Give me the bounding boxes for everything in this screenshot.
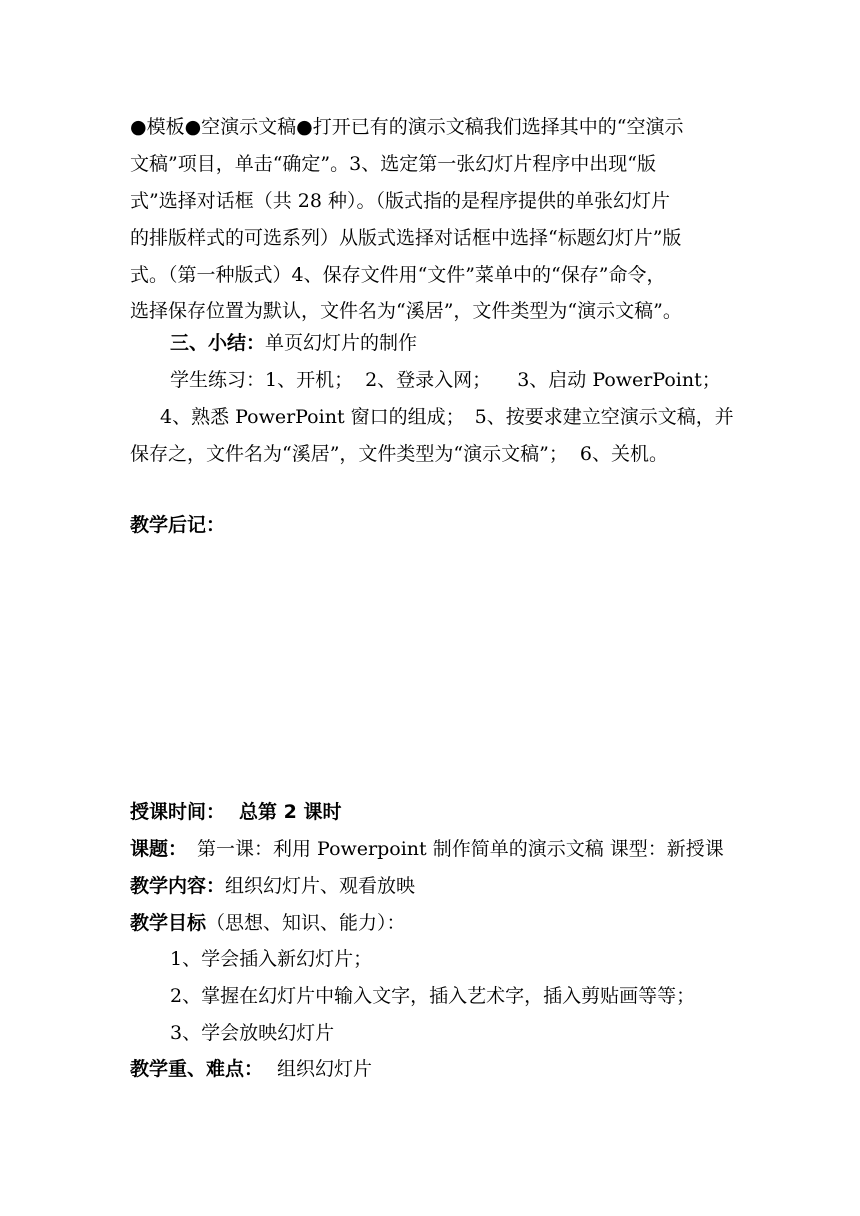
paragraph-line: ●模板●空演示文稿●打开已有的演示文稿我们选择其中的“空演示 — [130, 116, 684, 138]
goal-item: 2、掌握在幻灯片中输入文字，插入艺术字，插入剪贴画等等； — [170, 985, 696, 1007]
goal-item: 3、学会放映幻灯片 — [170, 1022, 335, 1044]
key-value: 组织幻灯片 — [277, 1058, 373, 1080]
topic-label: 课题： — [130, 838, 188, 860]
time-line — [130, 799, 750, 825]
goal-suffix: （思想、知识、能力）： — [206, 912, 406, 934]
paragraph-line: 式。（第一种版式）4、保存文件用“文件”菜单中的“保存”命令， — [130, 264, 666, 286]
practice-item: 学生练习：1、开机； — [170, 369, 354, 391]
key-line — [130, 1056, 750, 1082]
summary-colon: ： — [246, 332, 266, 354]
practice-line-1 — [170, 367, 790, 393]
afterword-heading: 教学后记： — [130, 514, 226, 536]
goal-line — [130, 910, 750, 936]
practice-item: 3、启动 PowerPoint； — [517, 369, 721, 391]
topic-value: 第一课：利用 Powerpoint 制作简单的演示文稿 课型：新授课 — [197, 838, 724, 860]
practice-item: 6、关机。 — [579, 443, 668, 465]
practice-line-2 — [160, 404, 780, 430]
paragraph-line: 式”选择对话框（共 28 种）。（版式指的是程序提供的单张幻灯片 — [130, 190, 670, 212]
summary-line — [170, 330, 790, 356]
content-line — [130, 873, 750, 899]
content-value: 组织幻灯片、观看放映 — [225, 875, 416, 897]
paragraph-line: 文稿”项目，单击“确定”。3、选定第一张幻灯片程序中出现“版 — [130, 153, 656, 175]
practice-line-3 — [130, 441, 750, 467]
summary-label: 三、小结 — [170, 332, 247, 354]
summary-text: 单页幻灯片的制作 — [265, 332, 418, 354]
topic-line — [130, 836, 750, 862]
practice-item: 5、按要求建立空演示文稿，并 — [474, 406, 734, 428]
time-label: 授课时间： — [130, 801, 226, 823]
paragraph-line: 的排版样式的可选系列）从版式选择对话框中选择“标题幻灯片”版 — [130, 227, 682, 249]
practice-item: 保存之，文件名为“溪居”，文件类型为“演示文稿”； — [130, 443, 568, 465]
goal-item: 1、学会插入新幻灯片； — [170, 948, 373, 970]
practice-item: 4、熟悉 PowerPoint 窗口的组成； — [160, 406, 465, 428]
key-label: 教学重、难点： — [130, 1058, 264, 1080]
goal-label: 教学目标 — [130, 912, 207, 934]
paragraph-line: 选择保存位置为默认，文件名为“溪居”，文件类型为“演示文稿”。 — [130, 300, 682, 322]
practice-item: 2、登录入网； — [365, 369, 492, 391]
time-value: 总第 2 课时 — [239, 801, 342, 823]
content-label: 教学内容： — [130, 875, 226, 897]
